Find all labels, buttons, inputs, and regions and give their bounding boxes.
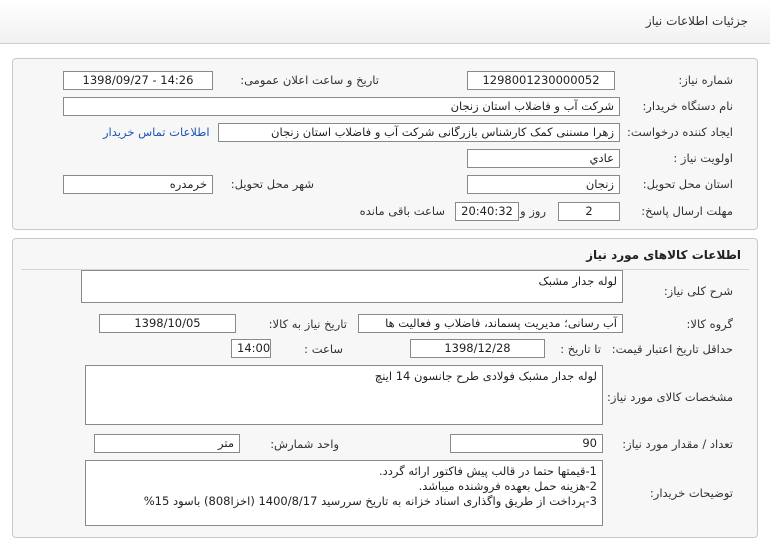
province-field: زنجان — [467, 175, 620, 194]
spec-field: لوله جدار مشبک فولادی طرح جانسون 14 اینچ — [85, 365, 603, 425]
validity-time-label: ساعت : — [304, 342, 343, 356]
deadline-label: مهلت ارسال پاسخ: — [641, 204, 733, 218]
buyer-note-line: 2-هزینه حمل بعهده فروشنده میباشد. — [418, 479, 597, 493]
announce-date-field: 1398/09/27 - 14:26 — [63, 71, 213, 90]
buyer-notes-field — [85, 460, 603, 526]
priority-label: اولویت نیاز : — [673, 151, 733, 165]
buyer-org-label: نام دستگاه خریدار: — [642, 99, 733, 113]
validity-date-field: 1398/12/28 — [410, 339, 545, 358]
need-date-label: تاریخ نیاز به کالا: — [268, 317, 347, 331]
goods-info-panel — [12, 238, 758, 538]
buyer-notes-label: توضیحات خریدار: — [649, 486, 733, 500]
goods-section-title: اطلاعات کالاهای مورد نیاز — [586, 248, 741, 262]
page-title: جزئیات اطلاعات نیاز — [645, 14, 748, 28]
province-label: استان محل تحویل: — [642, 177, 733, 191]
priority-field: عادي — [467, 149, 620, 168]
need-number-field: 1298001230000052 — [467, 71, 615, 90]
deadline-time-field: 20:40:32 — [455, 202, 519, 221]
creator-field: زهرا مسننی کمک کارشناس بازرگانی شرکت آب و فاضلاب استان زنجان — [218, 123, 620, 142]
validity-to-label: تا تاریخ : — [560, 342, 601, 356]
need-info-panel — [12, 58, 758, 230]
quantity-field: 90 — [450, 434, 603, 453]
deadline-days-unit: روز و — [520, 204, 546, 218]
city-field: خرمدره — [63, 175, 213, 194]
buyer-note-line: 3-پرداخت از طریق واگذاری اسناد خزانه به تاریخ سررسید 1400/8/17 (اخزا808) باسود 15% — [143, 494, 597, 508]
need-number-label: شماره نیاز: — [678, 73, 733, 87]
page-header — [0, 0, 770, 44]
announce-date-label: تاریخ و ساعت اعلان عمومی: — [240, 73, 379, 87]
buyer-note-line: 1-قیمتها حتما در قالب پیش فاکتور ارائه گردد. — [379, 464, 597, 478]
validity-time-field: 14:00 — [231, 339, 271, 358]
buyer-contact-link[interactable]: اطلاعات تماس خریدار — [103, 125, 210, 139]
goods-group-field: آب رسانی؛ مدیریت پسماند، فاضلاب و فعالیت ها — [358, 314, 623, 333]
buyer-org-field: شرکت آب و فاضلاب استان زنجان — [63, 97, 620, 116]
deadline-days-field: 2 — [558, 202, 620, 221]
price-validity-label: حداقل تاریخ اعتبار قیمت: — [611, 342, 733, 356]
deadline-remaining-label: ساعت باقی مانده — [359, 204, 445, 218]
spec-label: مشخصات کالای مورد نیاز: — [606, 390, 733, 404]
creator-label: ایجاد کننده درخواست: — [627, 125, 733, 139]
city-label: شهر محل تحویل: — [230, 177, 314, 191]
summary-field: لوله جدار مشبک — [81, 270, 623, 303]
count-unit-label: واحد شمارش: — [270, 437, 339, 451]
goods-group-label: گروه کالا: — [686, 317, 733, 331]
count-unit-field: متر — [94, 434, 240, 453]
need-date-field: 1398/10/05 — [99, 314, 236, 333]
summary-label: شرح کلی نیاز: — [663, 284, 733, 298]
quantity-label: تعداد / مقدار مورد نیاز: — [622, 437, 733, 451]
